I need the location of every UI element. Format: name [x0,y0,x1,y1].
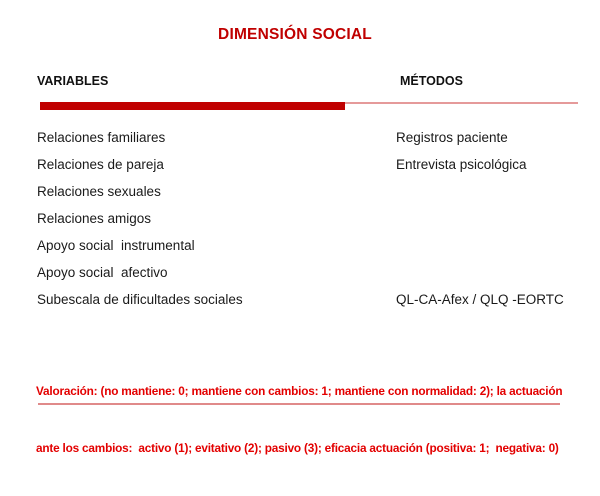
variable-label: Apoyo social afectivo [37,265,168,280]
table-row [0,211,600,227]
variable-label: Relaciones amigos [37,211,152,226]
table-row [0,184,600,200]
column-header-metodos: MÉTODOS [400,74,463,88]
variable-label: Subescala de dificultades sociales [37,292,243,307]
valoracion-note-line2: ante los cambios: activo (1); evitativo (2); pasivo (3); eficacia actuación (positiva: 1; negativa: 0) [36,441,559,455]
table-row [0,265,600,281]
variable-label: Relaciones de pareja [37,157,164,172]
variable-label: Apoyo social instrumental [37,238,195,253]
red-divider-bar [40,102,345,110]
metodo-label: QL-CA-Afex / QLQ -EORTC [396,292,564,307]
metodo-label: Entrevista psicológica [396,157,527,172]
table-row [0,292,600,308]
table-row [0,130,600,146]
table-row [0,238,600,254]
bottom-divider-line [38,403,560,405]
metodo-label: Registros paciente [396,130,508,145]
variable-label: Relaciones familiares [37,130,166,145]
valoracion-note [36,344,562,496]
valoracion-note-line1: Valoración: (no mantiene: 0; mantiene con cambios: 1; mantiene con normalidad: 2); la actuación [36,384,563,398]
thin-divider-line [345,102,578,104]
variable-label: Relaciones sexuales [37,184,161,199]
table-row [0,157,600,173]
column-header-variables: VARIABLES [37,74,109,88]
page-title: DIMENSIÓN SOCIAL [218,26,372,43]
